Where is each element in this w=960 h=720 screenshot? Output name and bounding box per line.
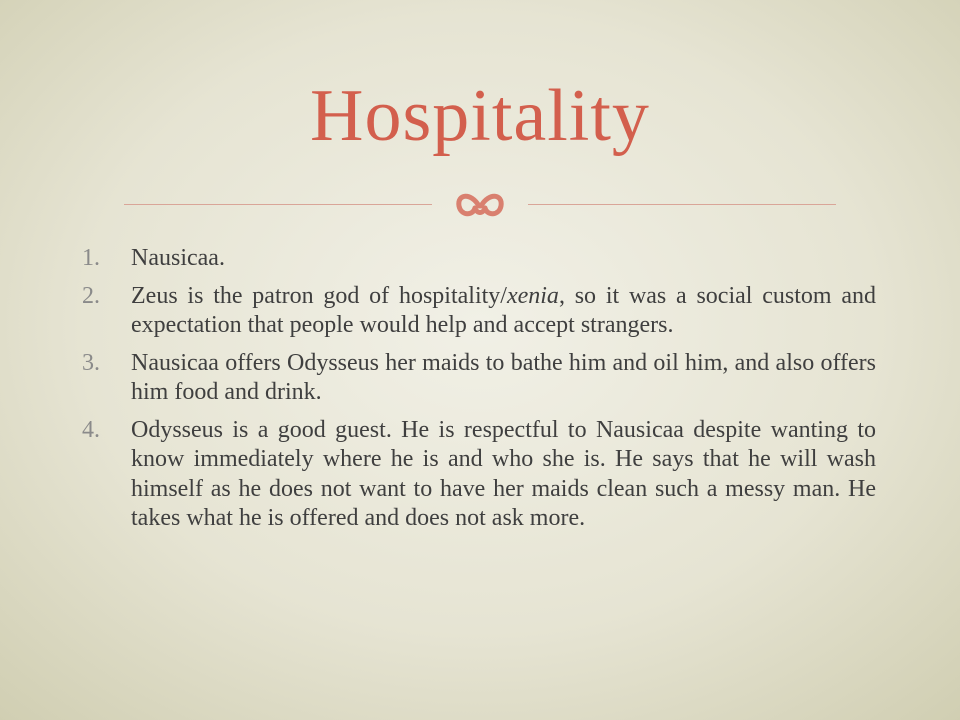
list-text-2-before: Zeus is the patron god of hospitality/ — [131, 282, 507, 309]
list-number-1: 1. — [82, 245, 100, 271]
title-rule-left — [124, 204, 432, 205]
list-item-1 — [80, 244, 876, 274]
list-number-2: 2. — [82, 282, 100, 309]
list-text-2-xenia: xenia — [506, 282, 559, 309]
list-item-2 — [80, 282, 876, 341]
hospitality-list — [80, 244, 876, 542]
list-item-3 — [80, 349, 876, 408]
list-item-4 — [80, 416, 876, 534]
list-number-3: 3. — [82, 349, 100, 376]
title-rule-right — [528, 204, 836, 205]
flourish-icon — [449, 184, 511, 224]
list-text-3: Nausicaa offers Odysseus her maids to bathe him and oil him, and also offers him food and drink. — [131, 349, 876, 405]
slide-title: Hospitality — [310, 75, 650, 157]
list-number-4: 4. — [82, 416, 100, 443]
list-text-4: Odysseus is a good guest. He is respectful to Nausicaa despite wanting to know immediately where he is and who she is. He says that he will wash himself as he does not want to have her maids clean such a messy man. He takes what he is offered and does not ask more. — [131, 416, 876, 531]
list-text-2-after: , so it was a social custom and expectation that people would help and accept strangers. — [131, 282, 876, 338]
list-text-1: Nausicaa. — [131, 245, 225, 271]
